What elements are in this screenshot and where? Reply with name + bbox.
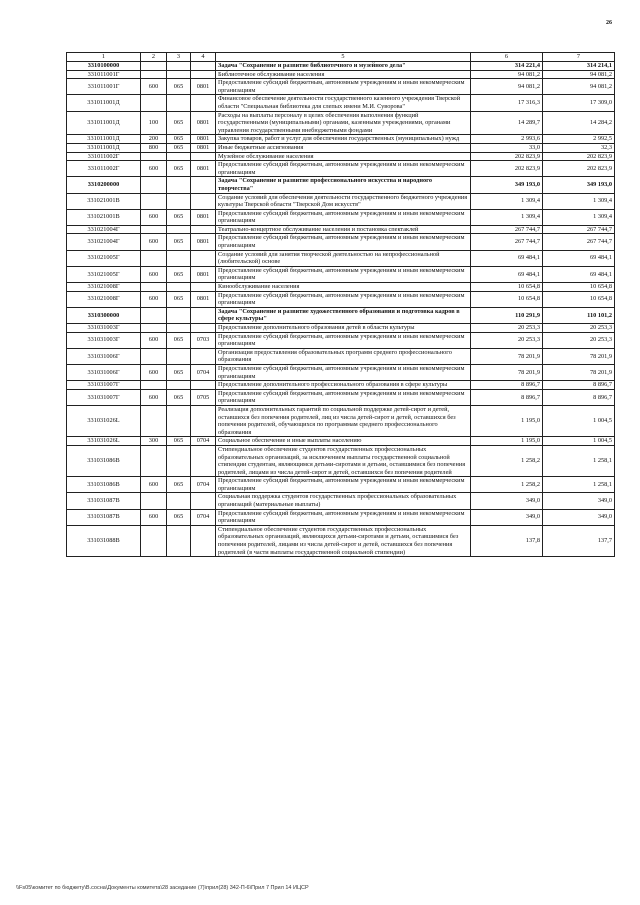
expense-type-cell <box>141 152 167 161</box>
section-code-cell <box>191 525 216 556</box>
kcsr-code-cell: 331031003Г <box>67 332 141 348</box>
item-name-cell: Задача "Сохранение и развитие профессионального искусства и народного творчества" <box>216 177 471 193</box>
task-row <box>67 62 615 71</box>
table-row <box>67 234 615 250</box>
kcsr-code-cell: 331031003Г <box>67 324 141 333</box>
expense-type-cell: 800 <box>141 143 167 152</box>
expense-type-cell: 600 <box>141 291 167 307</box>
table-row <box>67 266 615 282</box>
section-code-cell: 0801 <box>191 135 216 144</box>
kcsr-code-cell: 331011001Д <box>67 135 141 144</box>
section-code-cell <box>191 152 216 161</box>
amount-actual-cell: 1 004,5 <box>543 405 615 436</box>
expense-type-cell <box>141 307 167 323</box>
table-row <box>67 324 615 333</box>
amount-actual-cell: 137,7 <box>543 525 615 556</box>
item-name-cell: Музейное обслуживание населения <box>216 152 471 161</box>
ministry-code-cell <box>167 324 191 333</box>
ministry-code-cell <box>167 62 191 71</box>
amount-actual-cell: 8 896,7 <box>543 389 615 405</box>
table-row <box>67 161 615 177</box>
item-name-cell: Предоставление субсидий бюджетным, автономным учреждениям и иным некоммерческим организациям <box>216 332 471 348</box>
section-code-cell <box>191 348 216 364</box>
item-name-cell: Социальная поддержка студентов государственных профессиональных образовательных организаций (материальные выплаты) <box>216 493 471 509</box>
expense-type-cell <box>141 493 167 509</box>
header-cell: 3 <box>167 53 191 62</box>
expense-type-cell <box>141 525 167 556</box>
amount-planned-cell: 1 309,4 <box>471 209 543 225</box>
section-code-cell <box>191 381 216 390</box>
amount-actual-cell: 202 823,9 <box>543 161 615 177</box>
ministry-code-cell: 065 <box>167 266 191 282</box>
ministry-code-cell <box>167 95 191 111</box>
amount-planned-cell: 78 201,9 <box>471 348 543 364</box>
amount-planned-cell: 1 195,0 <box>471 437 543 446</box>
kcsr-code-cell: 3310300000 <box>67 307 141 323</box>
kcsr-code-cell: 331021001В <box>67 193 141 209</box>
item-name-cell: Предоставление субсидий бюджетным, автономным учреждениям и иным некоммерческим организациям <box>216 291 471 307</box>
kcsr-code-cell: 331031006Г <box>67 348 141 364</box>
ministry-code-cell: 065 <box>167 437 191 446</box>
ministry-code-cell <box>167 348 191 364</box>
expense-type-cell <box>141 445 167 476</box>
ministry-code-cell <box>167 381 191 390</box>
table-row <box>67 70 615 79</box>
table-row <box>67 525 615 556</box>
expense-type-cell <box>141 381 167 390</box>
item-name-cell: Реализация дополнительных гарантий по социальной поддержке детей-сирот и детей, оставшихся без попечения родителей, лиц из числа детей-сирот и детей, оставшихся без попечения родителей, обучающихся по программам среднего профессионального образования <box>216 405 471 436</box>
ministry-code-cell <box>167 405 191 436</box>
kcsr-code-cell: 331021008Г <box>67 291 141 307</box>
amount-actual-cell: 349 193,0 <box>543 177 615 193</box>
ministry-code-cell: 065 <box>167 161 191 177</box>
table-row <box>67 381 615 390</box>
amount-actual-cell: 78 201,9 <box>543 348 615 364</box>
expense-type-cell: 600 <box>141 389 167 405</box>
ministry-code-cell <box>167 493 191 509</box>
amount-actual-cell: 78 201,9 <box>543 364 615 380</box>
ministry-code-cell <box>167 177 191 193</box>
expense-type-cell: 600 <box>141 509 167 525</box>
table-row <box>67 477 615 493</box>
item-name-cell: Библиотечное обслуживание населения <box>216 70 471 79</box>
amount-planned-cell: 69 484,1 <box>471 266 543 282</box>
amount-actual-cell: 110 101,2 <box>543 307 615 323</box>
item-name-cell: Предоставление субсидий бюджетным, автономным учреждениям и иным некоммерческим организациям <box>216 509 471 525</box>
kcsr-code-cell: 331011001Д <box>67 143 141 152</box>
item-name-cell: Театрально-концертное обслуживание населения и постановка спектаклей <box>216 225 471 234</box>
expense-type-cell: 200 <box>141 135 167 144</box>
expense-type-cell <box>141 70 167 79</box>
section-code-cell: 0801 <box>191 234 216 250</box>
table-row <box>67 152 615 161</box>
expense-type-cell <box>141 348 167 364</box>
table-row <box>67 493 615 509</box>
section-code-cell <box>191 445 216 476</box>
item-name-cell: Создание условий для обеспечения деятельности государственного бюджетного учреждения культуры Тверской области "Тверской Дом искусств" <box>216 193 471 209</box>
amount-planned-cell: 349 193,0 <box>471 177 543 193</box>
expense-type-cell: 600 <box>141 364 167 380</box>
table-row <box>67 389 615 405</box>
item-name-cell: Организация предоставления образовательных программ среднего профессионального образования <box>216 348 471 364</box>
section-code-cell: 0801 <box>191 209 216 225</box>
amount-actual-cell: 10 654,8 <box>543 283 615 292</box>
item-name-cell: Создание условий для занятия творческой деятельностью на непрофессиональной (любительской) основе <box>216 250 471 266</box>
ministry-code-cell: 065 <box>167 234 191 250</box>
task-row <box>67 177 615 193</box>
kcsr-code-cell: 3310200000 <box>67 177 141 193</box>
section-code-cell: 0801 <box>191 143 216 152</box>
expense-type-cell <box>141 193 167 209</box>
amount-actual-cell: 32,3 <box>543 143 615 152</box>
amount-planned-cell: 1 258,2 <box>471 445 543 476</box>
section-code-cell: 0703 <box>191 332 216 348</box>
amount-actual-cell: 94 081,2 <box>543 79 615 95</box>
amount-planned-cell: 8 896,7 <box>471 389 543 405</box>
ministry-code-cell <box>167 307 191 323</box>
kcsr-code-cell: 331031086В <box>67 445 141 476</box>
table-row <box>67 348 615 364</box>
section-code-cell: 0705 <box>191 389 216 405</box>
table-row <box>67 111 615 135</box>
kcsr-code-cell: 331031026L <box>67 405 141 436</box>
amount-planned-cell: 10 654,8 <box>471 283 543 292</box>
item-name-cell: Предоставление субсидий бюджетным, автономным учреждениям и иным некоммерческим организациям <box>216 477 471 493</box>
section-code-cell: 0801 <box>191 161 216 177</box>
amount-actual-cell: 1 004,5 <box>543 437 615 446</box>
table-row <box>67 95 615 111</box>
ministry-code-cell: 065 <box>167 135 191 144</box>
table-row <box>67 135 615 144</box>
amount-actual-cell: 94 081,2 <box>543 70 615 79</box>
section-code-cell <box>191 283 216 292</box>
kcsr-code-cell: 3310100000 <box>67 62 141 71</box>
amount-planned-cell: 349,0 <box>471 509 543 525</box>
table-row <box>67 193 615 209</box>
ministry-code-cell: 065 <box>167 209 191 225</box>
item-name-cell: Предоставление субсидий бюджетным, автономным учреждениям и иным некоммерческим организациям <box>216 364 471 380</box>
amount-actual-cell: 20 253,3 <box>543 324 615 333</box>
kcsr-code-cell: 331031007Г <box>67 389 141 405</box>
amount-actual-cell: 1 309,4 <box>543 193 615 209</box>
section-code-cell <box>191 307 216 323</box>
table-row <box>67 250 615 266</box>
kcsr-code-cell: 331021008Г <box>67 283 141 292</box>
item-name-cell: Стипендиальное обеспечение студентов государственных профессиональных образовательных организаций, являющихся детьми-сиротами и детьми, оставшимися без попечения родителей, лицами из числа детей-сирот и детей, оставшихся без попечения родителей (в части выплаты государственной социальной стипендии) <box>216 525 471 556</box>
expense-type-cell: 600 <box>141 332 167 348</box>
amount-actual-cell: 267 744,7 <box>543 225 615 234</box>
amount-planned-cell: 314 221,4 <box>471 62 543 71</box>
item-name-cell: Стипендиальное обеспечение студентов государственных профессиональных образовательных организаций, за исключением выплаты государственной социальной стипендии студентам, являющимся детьми-сиротами и детьми, оставшимися без попечения родителей, лицами из числа детей-сирот и детей, оставшихся без попечения родителей <box>216 445 471 476</box>
item-name-cell: Социальное обеспечение и иные выплаты населению <box>216 437 471 446</box>
section-code-cell <box>191 225 216 234</box>
header-cell: 7 <box>543 53 615 62</box>
amount-actual-cell: 69 484,1 <box>543 266 615 282</box>
amount-planned-cell: 78 201,9 <box>471 364 543 380</box>
amount-planned-cell: 20 253,3 <box>471 332 543 348</box>
kcsr-code-cell: 331011001Д <box>67 111 141 135</box>
expense-type-cell: 600 <box>141 266 167 282</box>
budget-table <box>66 52 615 557</box>
amount-actual-cell: 1 258,1 <box>543 445 615 476</box>
amount-actual-cell: 17 309,0 <box>543 95 615 111</box>
expense-type-cell: 600 <box>141 234 167 250</box>
amount-actual-cell: 1 258,1 <box>543 477 615 493</box>
section-code-cell <box>191 324 216 333</box>
kcsr-code-cell: 331011002Г <box>67 161 141 177</box>
section-code-cell <box>191 405 216 436</box>
ministry-code-cell <box>167 152 191 161</box>
table-row <box>67 209 615 225</box>
table-row <box>67 79 615 95</box>
amount-actual-cell: 14 284,2 <box>543 111 615 135</box>
expense-type-cell <box>141 405 167 436</box>
table-row <box>67 332 615 348</box>
ministry-code-cell: 065 <box>167 364 191 380</box>
expense-type-cell <box>141 283 167 292</box>
task-row <box>67 307 615 323</box>
kcsr-code-cell: 331021001В <box>67 209 141 225</box>
kcsr-code-cell: 331031007Г <box>67 381 141 390</box>
amount-planned-cell: 202 823,9 <box>471 152 543 161</box>
section-code-cell <box>191 250 216 266</box>
expense-type-cell: 600 <box>141 161 167 177</box>
expense-type-cell <box>141 95 167 111</box>
amount-actual-cell: 20 253,3 <box>543 332 615 348</box>
section-code-cell: 0801 <box>191 266 216 282</box>
table-row <box>67 283 615 292</box>
item-name-cell: Кинообслуживание населения <box>216 283 471 292</box>
file-path-footer: \\Fs05\комитет по бюджету\В.сосна\Документы комитета\28 заседание (7)\прил(28) 342-П-6\Прил 7 Прил 14 ИЦСР <box>16 885 309 891</box>
kcsr-code-cell: 331031088В <box>67 525 141 556</box>
kcsr-code-cell: 331031086В <box>67 477 141 493</box>
kcsr-code-cell: 331031006Г <box>67 364 141 380</box>
amount-planned-cell: 8 896,7 <box>471 381 543 390</box>
kcsr-code-cell: 331011002Г <box>67 152 141 161</box>
ministry-code-cell: 065 <box>167 291 191 307</box>
item-name-cell: Иные бюджетные ассигнования <box>216 143 471 152</box>
item-name-cell: Задача "Сохранение и развитие художественного образования и подготовка кадров в сфере культуры" <box>216 307 471 323</box>
kcsr-code-cell: 331011001Г <box>67 79 141 95</box>
amount-planned-cell: 69 484,1 <box>471 250 543 266</box>
section-code-cell <box>191 62 216 71</box>
section-code-cell: 0801 <box>191 111 216 135</box>
section-code-cell <box>191 193 216 209</box>
ministry-code-cell: 065 <box>167 389 191 405</box>
kcsr-code-cell: 331031026L <box>67 437 141 446</box>
kcsr-code-cell: 331021004Г <box>67 225 141 234</box>
item-name-cell: Предоставление субсидий бюджетным, автономным учреждениям и иным некоммерческим организациям <box>216 161 471 177</box>
amount-planned-cell: 2 993,6 <box>471 135 543 144</box>
amount-actual-cell: 10 654,8 <box>543 291 615 307</box>
amount-actual-cell: 69 484,1 <box>543 250 615 266</box>
item-name-cell: Предоставление дополнительного профессионального образования в сфере культуры <box>216 381 471 390</box>
amount-actual-cell: 349,0 <box>543 509 615 525</box>
expense-type-cell: 100 <box>141 111 167 135</box>
ministry-code-cell <box>167 250 191 266</box>
kcsr-code-cell: 331031087В <box>67 509 141 525</box>
expense-type-cell <box>141 177 167 193</box>
section-code-cell: 0704 <box>191 364 216 380</box>
item-name-cell: Задача "Сохранение и развитие библиотечного и музейного дела" <box>216 62 471 71</box>
amount-actual-cell: 1 309,4 <box>543 209 615 225</box>
section-code-cell: 0704 <box>191 477 216 493</box>
amount-planned-cell: 1 195,0 <box>471 405 543 436</box>
amount-planned-cell: 1 258,2 <box>471 477 543 493</box>
table-row <box>67 405 615 436</box>
section-code-cell: 0704 <box>191 509 216 525</box>
ministry-code-cell <box>167 283 191 292</box>
section-code-cell: 0704 <box>191 437 216 446</box>
section-code-cell <box>191 177 216 193</box>
amount-planned-cell: 267 744,7 <box>471 225 543 234</box>
ministry-code-cell <box>167 70 191 79</box>
page-number: 26 <box>606 20 612 26</box>
header-cell: 5 <box>216 53 471 62</box>
table-body <box>67 53 615 557</box>
kcsr-code-cell: 331021005Г <box>67 266 141 282</box>
amount-planned-cell: 1 309,4 <box>471 193 543 209</box>
amount-actual-cell: 2 992,5 <box>543 135 615 144</box>
item-name-cell: Предоставление субсидий бюджетным, автономным учреждениям и иным некоммерческим организациям <box>216 209 471 225</box>
amount-planned-cell: 94 081,2 <box>471 70 543 79</box>
kcsr-code-cell: 331031087В <box>67 493 141 509</box>
item-name-cell: Расходы на выплаты персоналу в целях обеспечения выполнения функций государственными (муниципальными) органами, казенными учреждениями, органами управления государственными внебюджетными фондами <box>216 111 471 135</box>
amount-actual-cell: 314 214,1 <box>543 62 615 71</box>
expense-type-cell <box>141 225 167 234</box>
item-name-cell: Предоставление субсидий бюджетным, автономным учреждениям и иным некоммерческим организациям <box>216 266 471 282</box>
table-row <box>67 437 615 446</box>
amount-planned-cell: 137,8 <box>471 525 543 556</box>
ministry-code-cell <box>167 193 191 209</box>
ministry-code-cell: 065 <box>167 143 191 152</box>
kcsr-code-cell: 331021005Г <box>67 250 141 266</box>
item-name-cell: Предоставление субсидий бюджетным, автономным учреждениям и иным некоммерческим организациям <box>216 79 471 95</box>
table-row <box>67 445 615 476</box>
amount-planned-cell: 94 081,2 <box>471 79 543 95</box>
header-cell: 2 <box>141 53 167 62</box>
amount-planned-cell: 267 744,7 <box>471 234 543 250</box>
amount-planned-cell: 14 289,7 <box>471 111 543 135</box>
ministry-code-cell <box>167 225 191 234</box>
ministry-code-cell <box>167 525 191 556</box>
table-row <box>67 509 615 525</box>
amount-actual-cell: 349,0 <box>543 493 615 509</box>
header-row <box>67 53 615 62</box>
expense-type-cell: 600 <box>141 79 167 95</box>
amount-actual-cell: 8 896,7 <box>543 381 615 390</box>
section-code-cell: 0801 <box>191 291 216 307</box>
amount-planned-cell: 110 291,9 <box>471 307 543 323</box>
ministry-code-cell: 065 <box>167 79 191 95</box>
expense-type-cell: 600 <box>141 477 167 493</box>
amount-planned-cell: 17 316,3 <box>471 95 543 111</box>
section-code-cell <box>191 95 216 111</box>
section-code-cell <box>191 493 216 509</box>
expense-type-cell: 600 <box>141 209 167 225</box>
ministry-code-cell: 065 <box>167 111 191 135</box>
ministry-code-cell: 065 <box>167 477 191 493</box>
kcsr-code-cell: 331011001Д <box>67 95 141 111</box>
amount-actual-cell: 267 744,7 <box>543 234 615 250</box>
expense-type-cell <box>141 62 167 71</box>
kcsr-code-cell: 331021004Г <box>67 234 141 250</box>
item-name-cell: Предоставление субсидий бюджетным, автономным учреждениям и иным некоммерческим организациям <box>216 389 471 405</box>
section-code-cell <box>191 70 216 79</box>
item-name-cell: Закупка товаров, работ и услуг для обеспечения государственных (муниципальных) нужд <box>216 135 471 144</box>
section-code-cell: 0801 <box>191 79 216 95</box>
amount-planned-cell: 10 654,8 <box>471 291 543 307</box>
item-name-cell: Предоставление дополнительного образования детей в области культуры <box>216 324 471 333</box>
amount-planned-cell: 20 253,3 <box>471 324 543 333</box>
amount-planned-cell: 202 823,9 <box>471 161 543 177</box>
expense-type-cell <box>141 250 167 266</box>
kcsr-code-cell: 331011001Г <box>67 70 141 79</box>
expense-type-cell <box>141 324 167 333</box>
ministry-code-cell: 065 <box>167 509 191 525</box>
table-row <box>67 291 615 307</box>
ministry-code-cell <box>167 445 191 476</box>
table-row <box>67 143 615 152</box>
amount-actual-cell: 202 823,9 <box>543 152 615 161</box>
item-name-cell: Предоставление субсидий бюджетным, автономным учреждениям и иным некоммерческим организациям <box>216 234 471 250</box>
table-row <box>67 225 615 234</box>
header-cell: 1 <box>67 53 141 62</box>
table-row <box>67 364 615 380</box>
item-name-cell: Финансовое обеспечение деятельности государственного казенного учреждения Тверской области "Специальная библиотека для слепых имени М.И. Суворова" <box>216 95 471 111</box>
expense-type-cell: 300 <box>141 437 167 446</box>
amount-planned-cell: 33,0 <box>471 143 543 152</box>
header-cell: 6 <box>471 53 543 62</box>
ministry-code-cell: 065 <box>167 332 191 348</box>
amount-planned-cell: 349,0 <box>471 493 543 509</box>
header-cell: 4 <box>191 53 216 62</box>
